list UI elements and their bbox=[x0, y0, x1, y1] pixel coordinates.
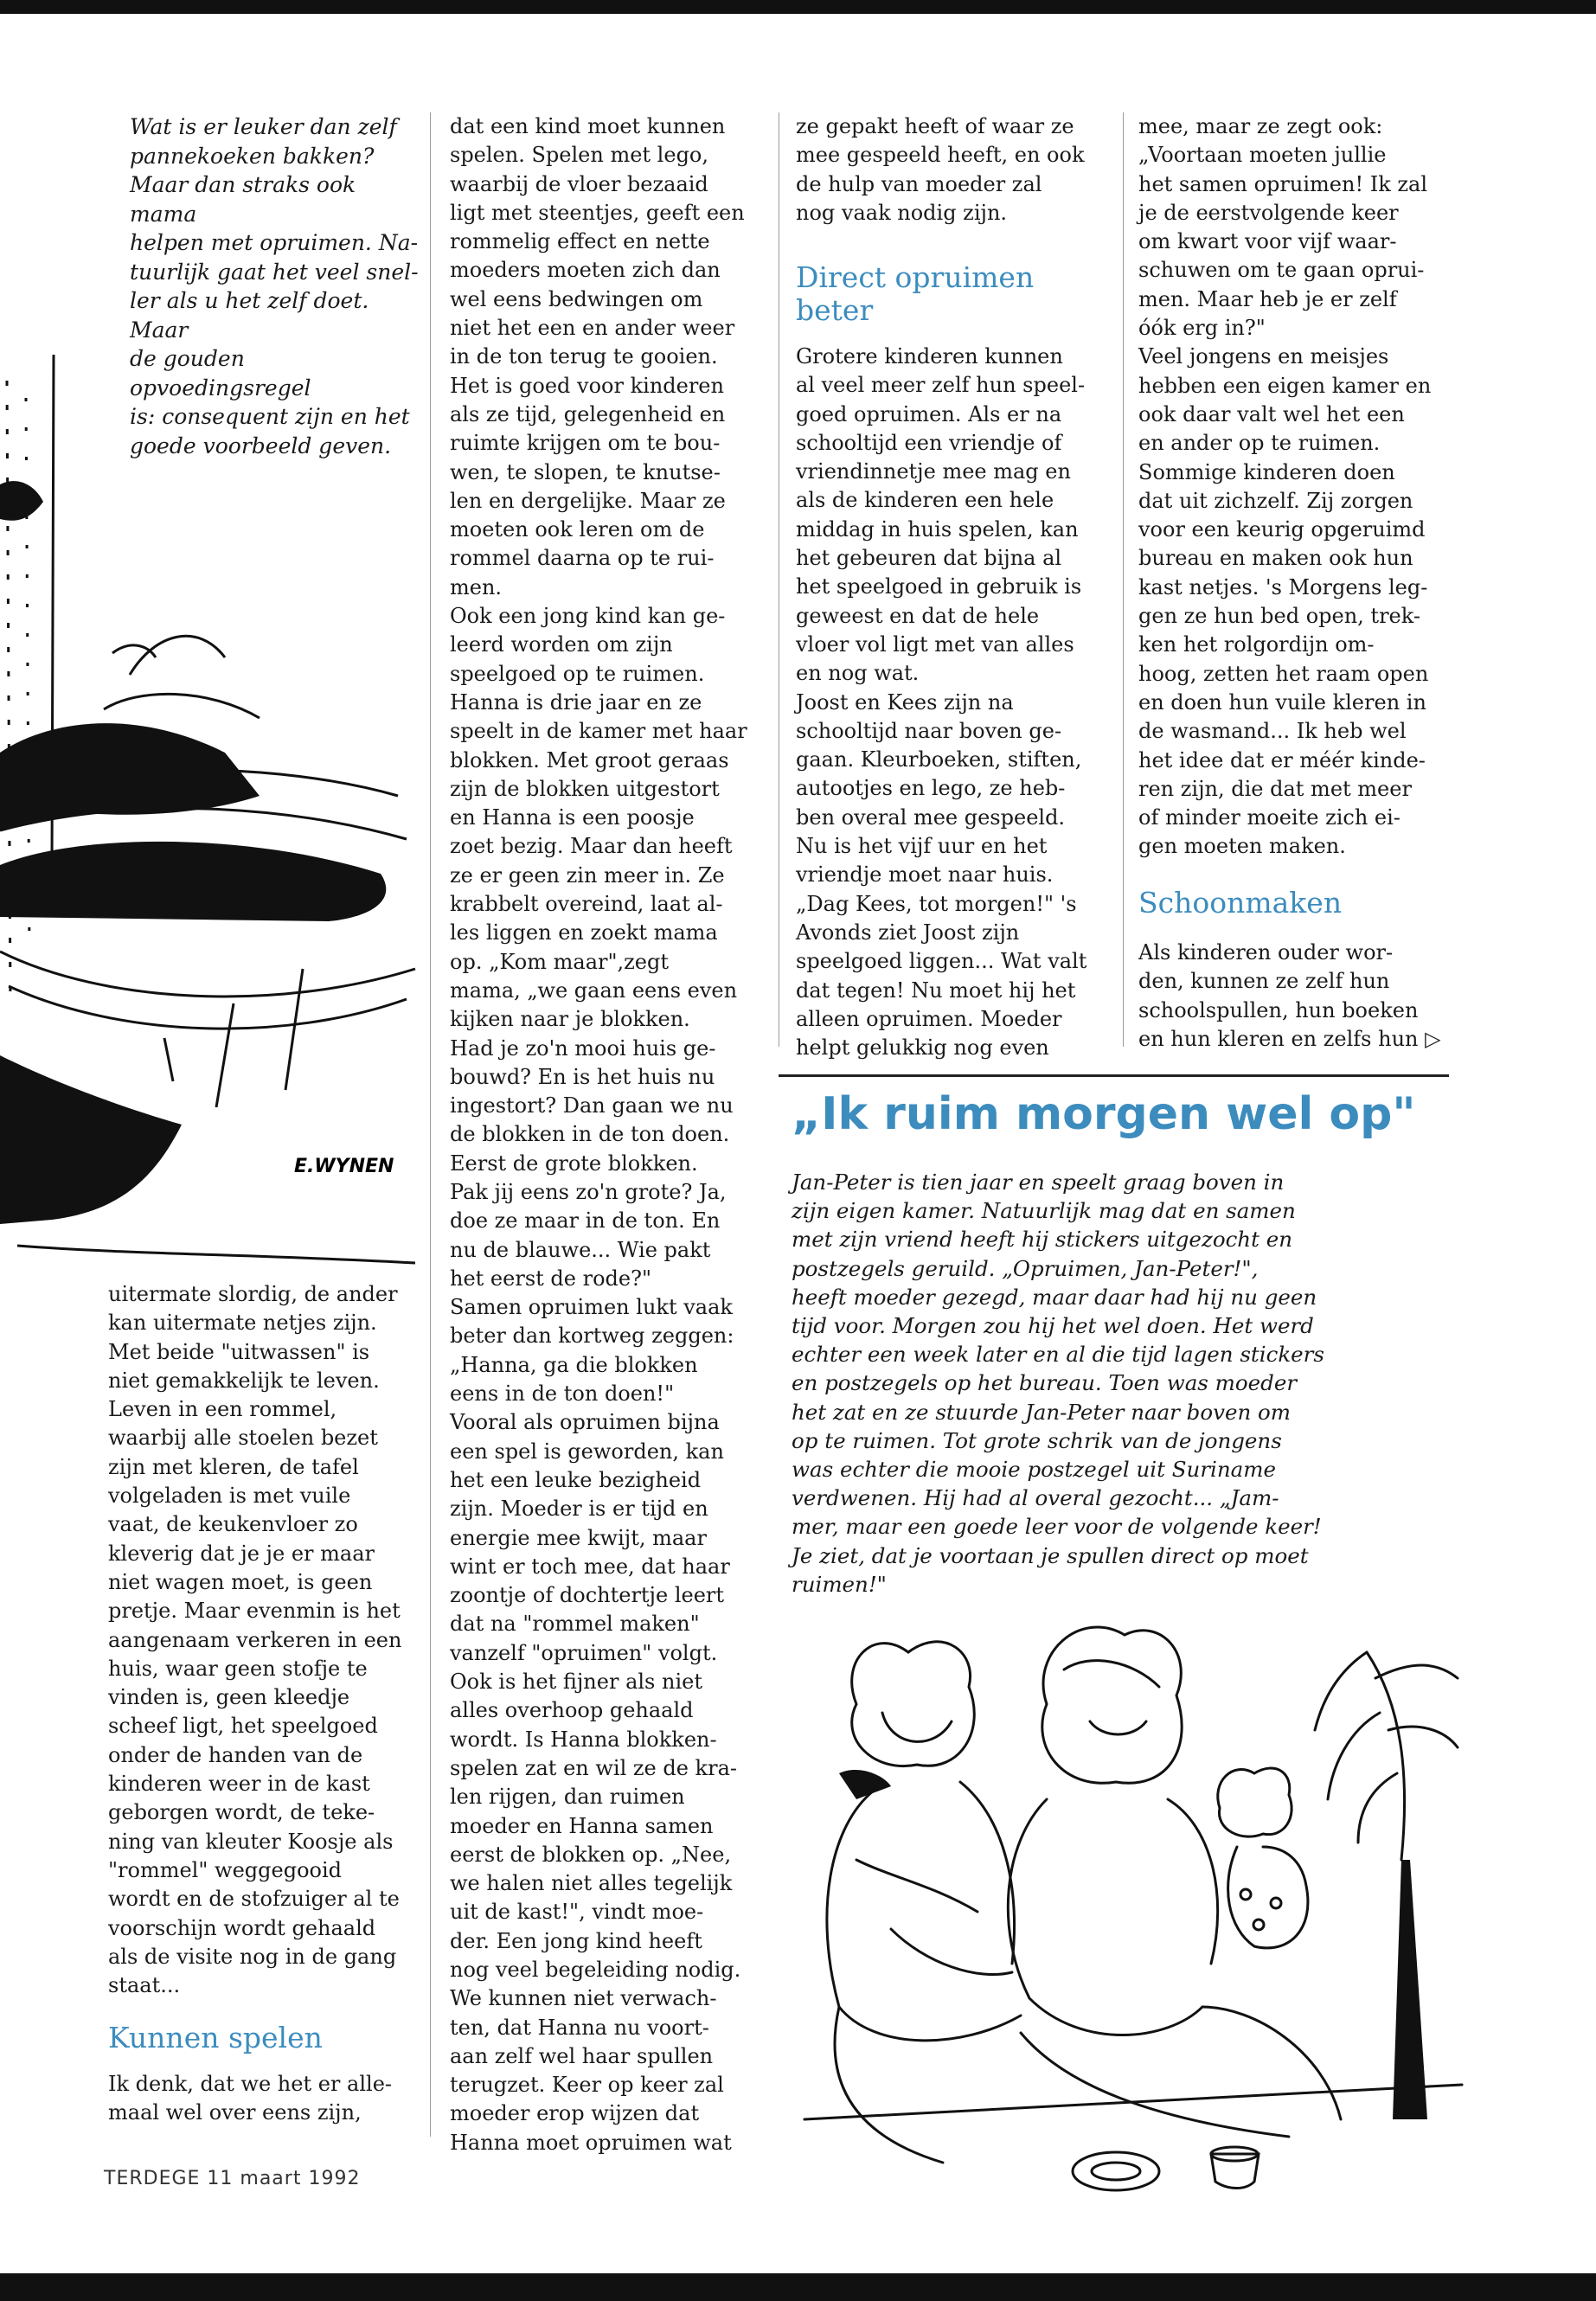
children-illustration bbox=[804, 1600, 1462, 2206]
column-divider-3 bbox=[1123, 112, 1124, 1047]
heading-kunnen-spelen: Kunnen spelen bbox=[108, 2021, 323, 2054]
column-1-text: uitermate slordig, de ander kan uitermate netjes zijn. Met beide "uitwassen" is niet gemakkelijk te leven. Leven in een rommel, waarbij alle stoelen bezet zijn met kleren, de tafel volgeladen is met vuile vaat, de keukenvloer zo kleverig dat je je er maar niet wagen moet, is geen pretje. Maar evenmin is het aangenaam verkeren in een huis, waar geen stofje te vinden is, geen kleedje scheef ligt, het speelgoed onder de handen van de kinderen weer in de kast geborgen wordt, de teke- ning van kleuter Koosje als "rommel" weggegooid wordt en de stofzuiger al te voorschijn wordt gehaald als de visite nog in de gang staat... bbox=[108, 1282, 402, 1998]
quote-top-rule bbox=[779, 1074, 1449, 1077]
column-4-text: mee, maar ze zegt ook: „Voortaan moeten jullie het samen opruimen! Ik zal je de eerstvolgende keer om kwart voor vijf waar- schuwen om te gaan oprui- men. Maar heb je er zelf óók erg in?" Veel jongens en meisjes hebben een eigen kamer en ook daar valt wel het een en ander op te ruimen. Sommige kinderen doen dat uit zichzelf. Zij zorgen voor een keurig opgeruimd bureau en maken ook hun kast netjes. 's Morgens leg- gen ze hun bed open, trek- ken het rolgordijn om- hoog, zetten het raam open en doen hun vuile kleren in de wasmand... Ik heb wel het idee dat er méér kinde- ren zijn, die dat met meer of minder moeite zich ei- gen moeten maken. bbox=[1138, 114, 1432, 859]
column-1-text-end: Ik denk, dat we het er alle- maal wel over eens zijn, bbox=[108, 2072, 393, 2125]
quote-body: Jan-Peter is tien jaar en speelt graag boven in zijn eigen kamer. Natuurlijk mag dat en samen met zijn vriend heeft hij stickers uitgezocht en postzegels geruild. „Opruimen, Jan-Peter!", heeft moeder gezegd, maar daar had hij nu geen tijd voor. Morgen zou hij het wel doen. Het werd echter een week later en al die tijd lagen stickers en postzegels op het bureau. Toen was moeder het zat en ze stuurde Jan-Peter naar boven om op te ruimen. Tot grote schrik van de jongens was echter die mooie postzegel uit Suriname verdwenen. Hij had al overal gezocht... „Jam- mer, maar een goede leer voor de volgende keer! Je ziet, dat je voortaan je spullen direct op moet ruimen!" bbox=[792, 1170, 1324, 1597]
illustration-signature: E.WYNEN bbox=[294, 1156, 394, 1177]
column-divider-1 bbox=[430, 112, 431, 2137]
intro-caption: Wat is er leuker dan zelf pannekoeken bakken? Maar dan straks ook mama helpen met opruimen. Na- tuurlijk gaat het veel snel- ler als u het zelf doet. Maar de gouden opvoedingsregel is: consequent zijn en het goede voorbeeld geven. bbox=[130, 114, 419, 458]
quote-title: „Ik ruim morgen wel op" bbox=[792, 1088, 1416, 1140]
heading-schoonmaken: Schoonmaken bbox=[1138, 886, 1343, 920]
column-2-text: dat een kind moet kunnen spelen. Spelen met lego, waarbij de vloer bezaaid ligt met steentjes, geeft een rommelig effect en nette moeders moeten zich dan wel eens bedwingen om niet het een en ander weer in de ton terug te gooien. Het is goed voor kinderen als ze tijd, gelegenheid en ruimte krijgen om te bou- wen, te slopen, te knutse- len en dergelijke. Maar ze moeten ook leren om de rommel daarna op te rui- men. Ook een jong kind kan ge- leerd worden om zijn speelgoed op te ruimen. Hanna is drie jaar en ze speelt in de kamer met haar blokken. Met groot geraas zijn de blokken uitgestort en Hanna is een poosje zoet bezig. Maar dan heeft ze er geen zin meer in. Ze krabbelt overeind, laat al- les liggen en zoekt mama op. „Kom maar",zegt mama, „we gaan eens even kijken naar je blokken. Had je zo'n mooi huis ge- bouwd? En is het huis nu ingestort? Dan gaan we nu de blokken in de ton doen. Eerst de grote blokken. Pak jij eens zo'n grote? Ja, doe ze maar in de ton. En nu de blauwe... Wie pakt het eerst de rode?" Samen opruimen lukt vaak beter dan kortweg zeggen: „Hanna, ga die blokken eens in de ton doen!" Vooral als opruimen bijna een spel is geworden, kan het een leuke bezigheid zijn. Moeder is er tijd en energie mee kwijt, maar wint er toch mee, dat haar zoontje of dochtertje leert dat na "rommel maken" vanzelf "opruimen" volgt. Ook is het fijner als niet alles overhoop gehaald wordt. Is Hanna blokken- spelen zat en wil ze de kra- len rijgen, dan ruimen moeder en Hanna samen eerst de blokken op. „Nee, we halen niet alles tegelijk uit de kast!", vindt moe- der. Een jong kind heeft nog veel begeleiding nodig. We kunnen niet verwach- ten, dat Hanna nu voort- aan zelf wel haar spullen terugzet. Keer op keer zal moeder erop wijzen dat Hanna moet opruimen wat bbox=[450, 114, 747, 2155]
bottom-border bbox=[0, 2273, 1596, 2301]
pancake-illustration bbox=[0, 346, 428, 1272]
heading-direct-opruimen: Direct opruimen beter bbox=[796, 260, 1035, 327]
page-footer: TERDEGE 11 maart 1992 bbox=[104, 2168, 361, 2189]
column-4-text-end: Als kinderen ouder wor- den, kunnen ze zelf hun schoolspullen, hun boeken en hun kleren en zelfs hun ▷ bbox=[1138, 940, 1441, 1051]
top-border bbox=[0, 0, 1596, 14]
column-3-text: ze gepakt heeft of waar ze mee gespeeld heeft, en ook de hulp van moeder zal nog vaak nodig zijn. bbox=[796, 114, 1085, 225]
column-3-text-end: Grotere kinderen kunnen al veel meer zelf hun speel- goed opruimen. Als er na schooltijd een vriendje of vriendinnetje mee mag en als de kinderen een hele middag in huis spelen, kan het gebeuren dat bijna al het speelgoed in gebruik is geweest en dat de hele vloer vol ligt met van alles en nog wat. Joost en Kees zijn na schooltijd naar boven ge- gaan. Kleurboeken, stiften, autootjes en lego, ze heb- ben overal mee gespeeld. Nu is het vijf uur en het vriendje moet naar huis. „Dag Kees, tot morgen!" 's Avonds ziet Joost zijn speelgoed liggen... Wat valt dat tegen! Nu moet hij het alleen opruimen. Moeder helpt gelukkig nog even bbox=[796, 344, 1087, 1061]
